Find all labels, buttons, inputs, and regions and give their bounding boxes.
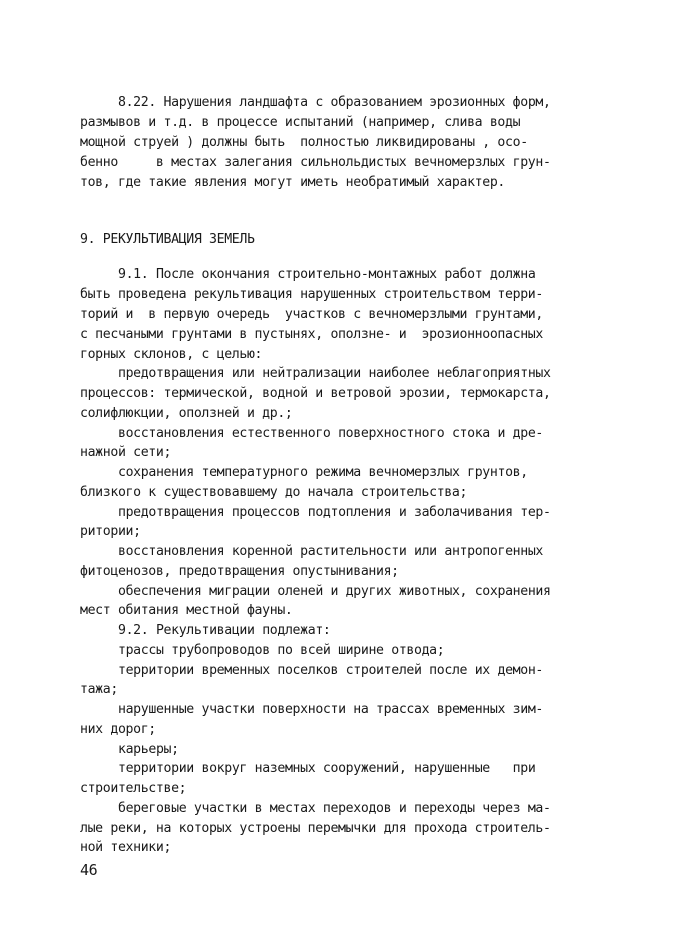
text-line: ритории;	[80, 524, 141, 539]
text-line: них дорог;	[80, 722, 156, 737]
text-line: предотвращения или нейтрализации наиболее неблагоприятных	[118, 366, 551, 381]
text-line: бенно в местах залегания сильнольдистых вечномерзлых грун-	[80, 155, 551, 170]
text-line: ной техники;	[80, 840, 172, 855]
text-line: 9.1. После окончания строительно-монтажных работ должна	[118, 267, 536, 282]
section-heading: 9. РЕКУЛЬТИВАЦИЯ ЗЕМЕЛЬ	[80, 232, 255, 247]
text-line: территории временных поселков строителей после их демон-	[118, 663, 544, 678]
text-line: мест обитания местной фауны.	[80, 603, 293, 618]
text-line: мощной струей ) должны быть полностью ликвидированы , осо-	[80, 135, 528, 150]
text-line: тов, где такие явления могут иметь необратимый характер.	[80, 175, 506, 190]
text-line: предотвращения процессов подтопления и заболачивания тер-	[118, 505, 551, 520]
text-line: процессов: термической, водной и ветровой эрозии, термокарста,	[80, 386, 551, 401]
text-line: береговые участки в местах переходов и переходы через ма-	[118, 801, 551, 816]
text-line: торий и в первую очередь участков с вечномерзлыми грунтами,	[80, 307, 543, 322]
text-line: нажной сети;	[80, 445, 172, 460]
text-line: сохранения температурного режима вечномерзлых грунтов,	[118, 465, 528, 480]
text-line: фитоценозов, предотвращения опустынивания;	[80, 564, 399, 579]
text-line: территории вокруг наземных сооружений, нарушенные при	[118, 761, 536, 776]
text-line: тажа;	[80, 682, 118, 697]
text-line: карьеры;	[118, 742, 179, 757]
text-line: восстановления коренной растительности или антропогенных	[118, 544, 544, 559]
page-number: 46	[80, 861, 98, 879]
text-line: 9.2. Рекультивации подлежат:	[118, 623, 331, 638]
text-line: близкого к существовавшему до начала строительства;	[80, 485, 468, 500]
text-line: солифлюкции, оползней и др.;	[80, 406, 293, 421]
text-line: строительстве;	[80, 781, 187, 796]
text-line: горных склонов, с целью:	[80, 347, 263, 362]
text-line: размывов и т.д. в процессе испытаний (например, слива воды	[80, 115, 521, 130]
text-line: восстановления естественного поверхностного стока и дре-	[118, 426, 544, 441]
text-line: трассы трубопроводов по всей ширине отвода;	[118, 643, 445, 658]
text-line: лые реки, на которых устроены перемычки для прохода строитель-	[80, 821, 551, 836]
text-line: с песчаными грунтами в пустынях, оползне- и эрозионноопасных	[80, 327, 543, 342]
text-line: быть проведена рекультивация нарушенных строительством терри-	[80, 287, 543, 302]
text-line: нарушенные участки поверхности на трассах временных зим-	[118, 702, 544, 717]
text-line: обеспечения миграции оленей и других животных, сохранения	[118, 584, 551, 599]
text-line: 8.22. Нарушения ландшафта с образованием эрозионных форм,	[118, 95, 551, 110]
